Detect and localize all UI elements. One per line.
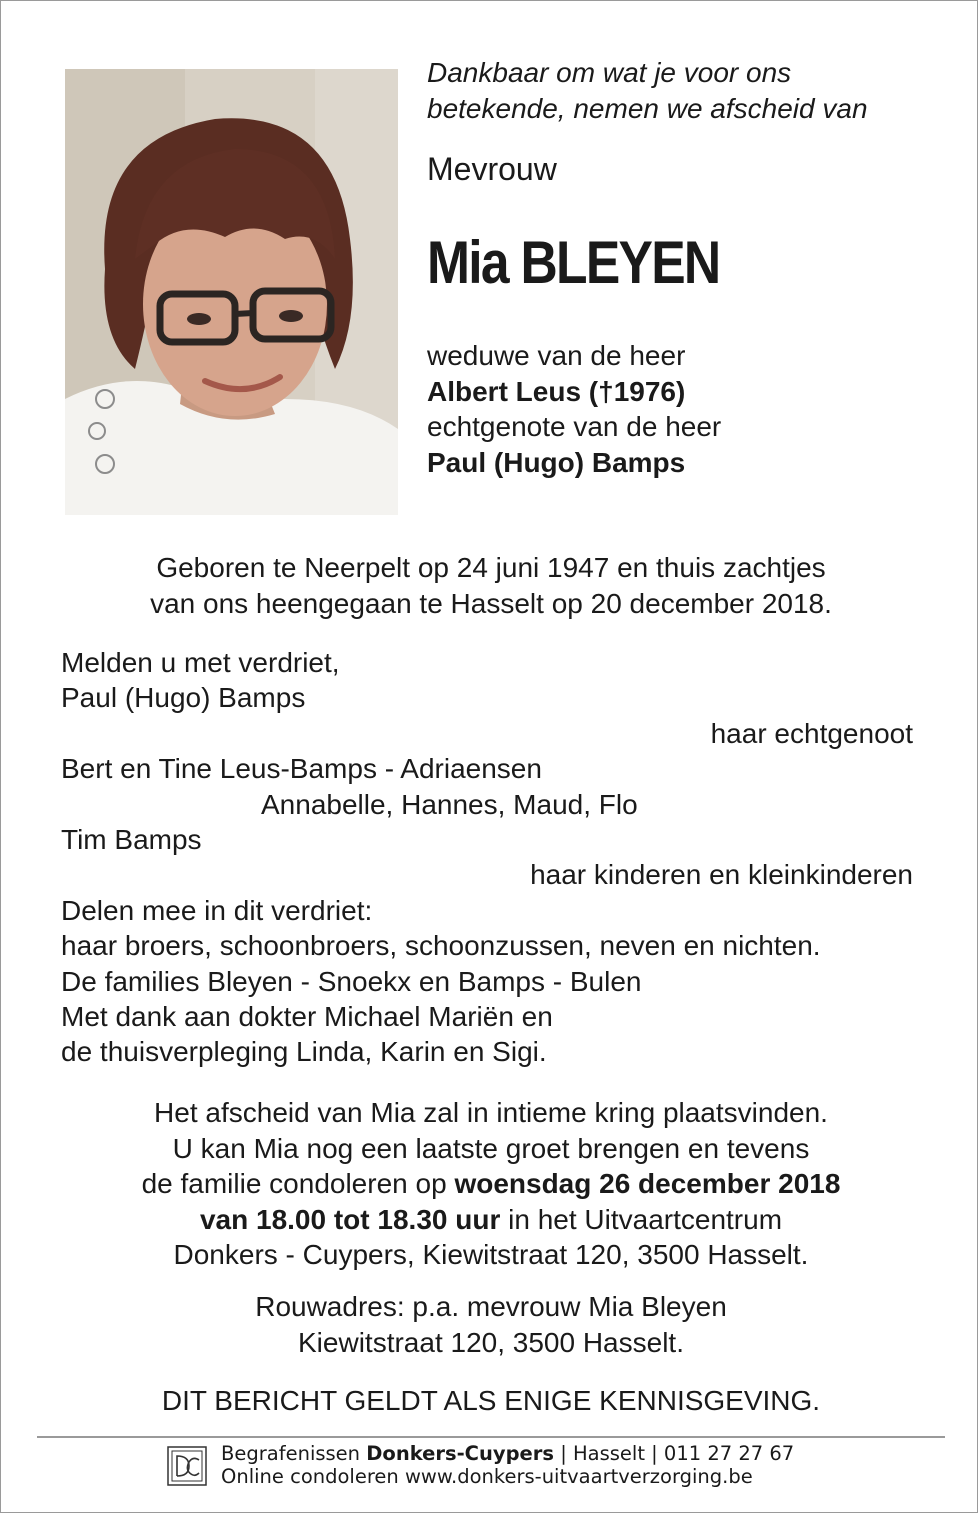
footer-prefix: Begrafenissen: [221, 1442, 367, 1465]
mourning-address: [1, 1289, 980, 1360]
footer-text: [221, 1442, 794, 1488]
footer-contact: | Hasselt | 011 27 27 67: [554, 1442, 795, 1465]
farewell-line-3: [1, 1166, 980, 1202]
farewell-line-5: Donkers - Cuypers, Kiewitstraat 120, 3500 Hasselt.: [173, 1239, 809, 1270]
address-line-1: Rouwadres: p.a. mevrouw Mia Bleyen: [255, 1291, 727, 1322]
title-prefix: Mevrouw: [427, 151, 557, 187]
birth-death-text: [1, 550, 980, 621]
footer-divider: [37, 1436, 945, 1438]
mourners-line: Tim Bamps: [61, 823, 202, 855]
intro-line-1: Dankbaar om wat je voor ons: [427, 57, 792, 88]
footer: [167, 1442, 867, 1492]
farewell-line-4-text: in het Uitvaartcentrum: [500, 1203, 783, 1235]
relations-block: [427, 338, 947, 480]
funeral-home-logo-icon: [167, 1446, 207, 1486]
mourners-line: Annabelle, Hannes, Maud, Flo: [261, 788, 638, 820]
mourners-line: Delen mee in dit verdriet:: [61, 894, 373, 926]
portrait-photo: [65, 69, 398, 515]
farewell-line-1: Het afscheid van Mia zal in intieme kring plaatsvinden.: [154, 1097, 828, 1128]
mourners-line: de thuisverpleging Linda, Karin en Sigi.: [61, 1036, 547, 1068]
relation-line-4: Paul (Hugo) Bamps: [427, 446, 686, 478]
farewell-line-2: U kan Mia nog een laatste groet brengen en tevens: [172, 1132, 810, 1164]
mourners-line: Paul (Hugo) Bamps: [61, 682, 306, 714]
farewell-time: van 18.00 tot 18.30 uur: [199, 1203, 501, 1235]
deceased-name: Mia BLEYEN: [427, 229, 720, 296]
notice-text: DIT BERICHT GELDT ALS ENIGE KENNISGEVING.: [161, 1385, 821, 1416]
birth-line-1: Geboren te Neerpelt op 24 juni 1947 en thuis zachtjes: [156, 552, 826, 583]
mourners-line: haar kinderen en kleinkinderen: [530, 859, 913, 891]
mourners-block: [61, 645, 913, 1070]
portrait-illustration: [65, 69, 398, 515]
mourners-line: Melden u met verdriet,: [61, 647, 340, 678]
funeral-home-name: Donkers-Cuypers: [366, 1442, 554, 1465]
footer-line-1: [221, 1442, 794, 1465]
relation-line-2: Albert Leus (†1976): [427, 375, 686, 407]
mourners-line: Bert en Tine Leus-Bamps - Adriaensen: [61, 753, 542, 785]
farewell-line-3-text: de familie condoleren op: [141, 1168, 455, 1199]
relation-line-3: echtgenote van de heer: [427, 411, 722, 442]
farewell-date: woensdag 26 december 2018: [454, 1168, 841, 1199]
farewell-line-4: [1, 1202, 980, 1238]
intro-text: [427, 55, 947, 127]
birth-line-2: van ons heengegaan te Hasselt op 20 december 2018.: [150, 587, 832, 619]
mourners-line: Met dank aan dokter Michael Mariën en: [61, 1000, 553, 1032]
mourners-line: haar broers, schoonbroers, schoonzussen, neven en nichten.: [61, 930, 821, 962]
farewell-text: [1, 1095, 980, 1273]
mourners-line: De families Bleyen - Snoekx en Bamps - Bulen: [61, 965, 642, 997]
mourners-line: haar echtgenoot: [710, 717, 913, 749]
relation-line-1: weduwe van de heer: [427, 340, 686, 371]
address-line-2: Kiewitstraat 120, 3500 Hasselt.: [298, 1326, 684, 1358]
footer-line-2[interactable]: Online condoleren www.donkers-uitvaartverzorging.be: [221, 1465, 753, 1488]
intro-line-2: betekende, nemen we afscheid van: [427, 93, 868, 124]
